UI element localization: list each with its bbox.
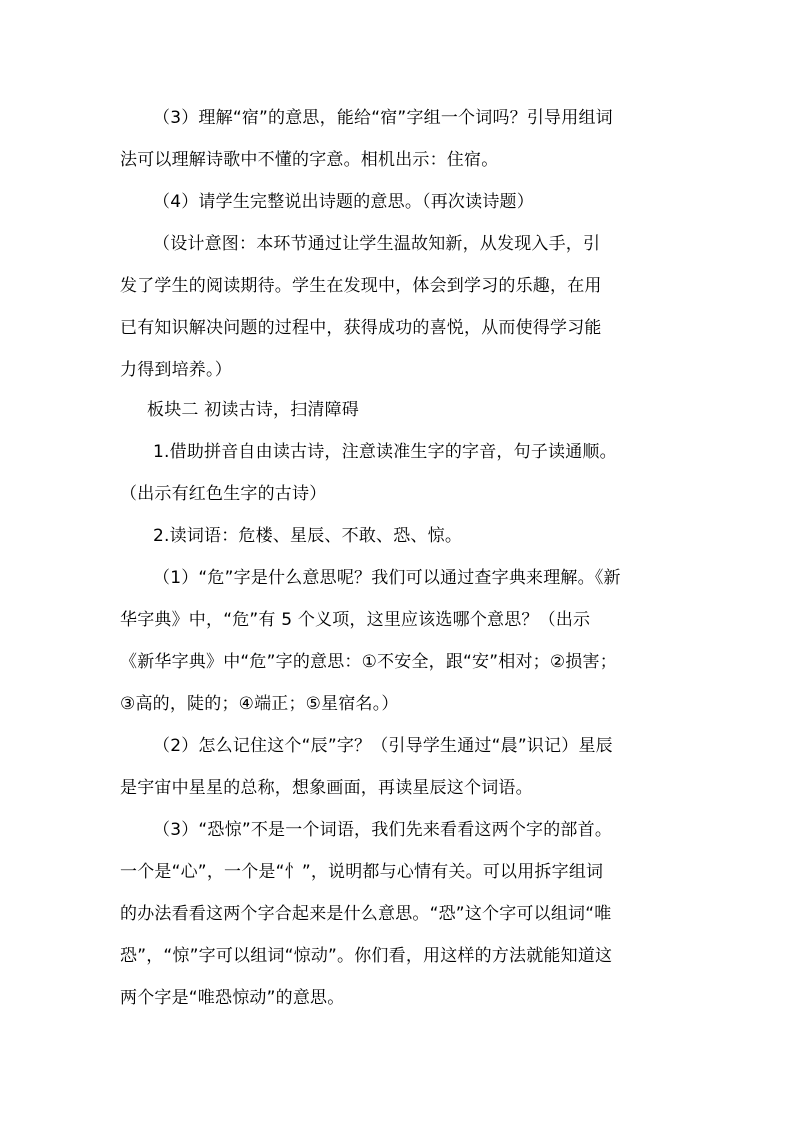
paragraph-line: （出示有红色生字的古诗） [120, 484, 327, 504]
paragraph-line: 1.借助拼音自由读古诗，注意读准生字的字音，句子读通顺。 [153, 442, 617, 462]
paragraph-line: （4）请学生完整说出诗题的意思。（再次读诗题） [153, 192, 534, 212]
section-heading: 板块二 初读古诗，扫清障碍 [147, 400, 360, 420]
paragraph-line: 一个是“心”，一个是“忄”，说明都与心情有关。可以用拆字组词 [120, 862, 604, 882]
paragraph-line: （3）理解“宿”的意思，能给“宿”字组一个词吗？引导用组词 [153, 108, 613, 128]
paragraph-line: （设计意图：本环节通过让学生温故知新，从发现入手，引 [153, 234, 601, 254]
paragraph-line: 法可以理解诗歌中不懂的字意。相机出示：住宿。 [120, 150, 499, 170]
paragraph-line: （3）“恐惊”不是一个词语，我们先来看看这两个字的部首。 [153, 820, 613, 840]
paragraph-line: 2.读词语：危楼、星辰、不敢、恐、惊。 [153, 526, 463, 546]
paragraph-line: ③高的，陡的；④端正；⑤星宿名。） [120, 694, 399, 714]
paragraph-line: 《新华字典》中“危”字的意思：①不安全，跟“安”相对；②损害； [120, 652, 617, 672]
paragraph-line: 两个字是“唯恐惊动”的意思。 [120, 988, 345, 1008]
paragraph-line: 力得到培养。） [120, 360, 232, 380]
paragraph-line: （1）“危”字是什么意思呢？我们可以通过查字典来理解。《新 [153, 568, 621, 588]
paragraph-line: 发了学生的阅读期待。学生在发现中，体会到学习的乐趣，在用 [120, 276, 602, 296]
paragraph-line: 已有知识解决问题的过程中，获得成功的喜悦，从而使得学习能 [120, 318, 602, 338]
paragraph-line: 华字典》中，“危”有 5 个义项，这里应该选哪个意思？（出示 [120, 610, 591, 630]
paragraph-line: 的办法看看这两个字合起来是什么意思。“恐”这个字可以组词“唯 [120, 904, 612, 924]
paragraph-line: 恐”，“惊”字可以组词“惊动”。你们看，用这样的方法就能知道这 [120, 946, 613, 966]
paragraph-line: 是宇宙中星星的总称，想象画面，再读星辰这个词语。 [120, 778, 533, 798]
paragraph-line: （2）怎么记住这个“辰”字？（引导学生通过“晨”识记）星辰 [153, 736, 613, 756]
